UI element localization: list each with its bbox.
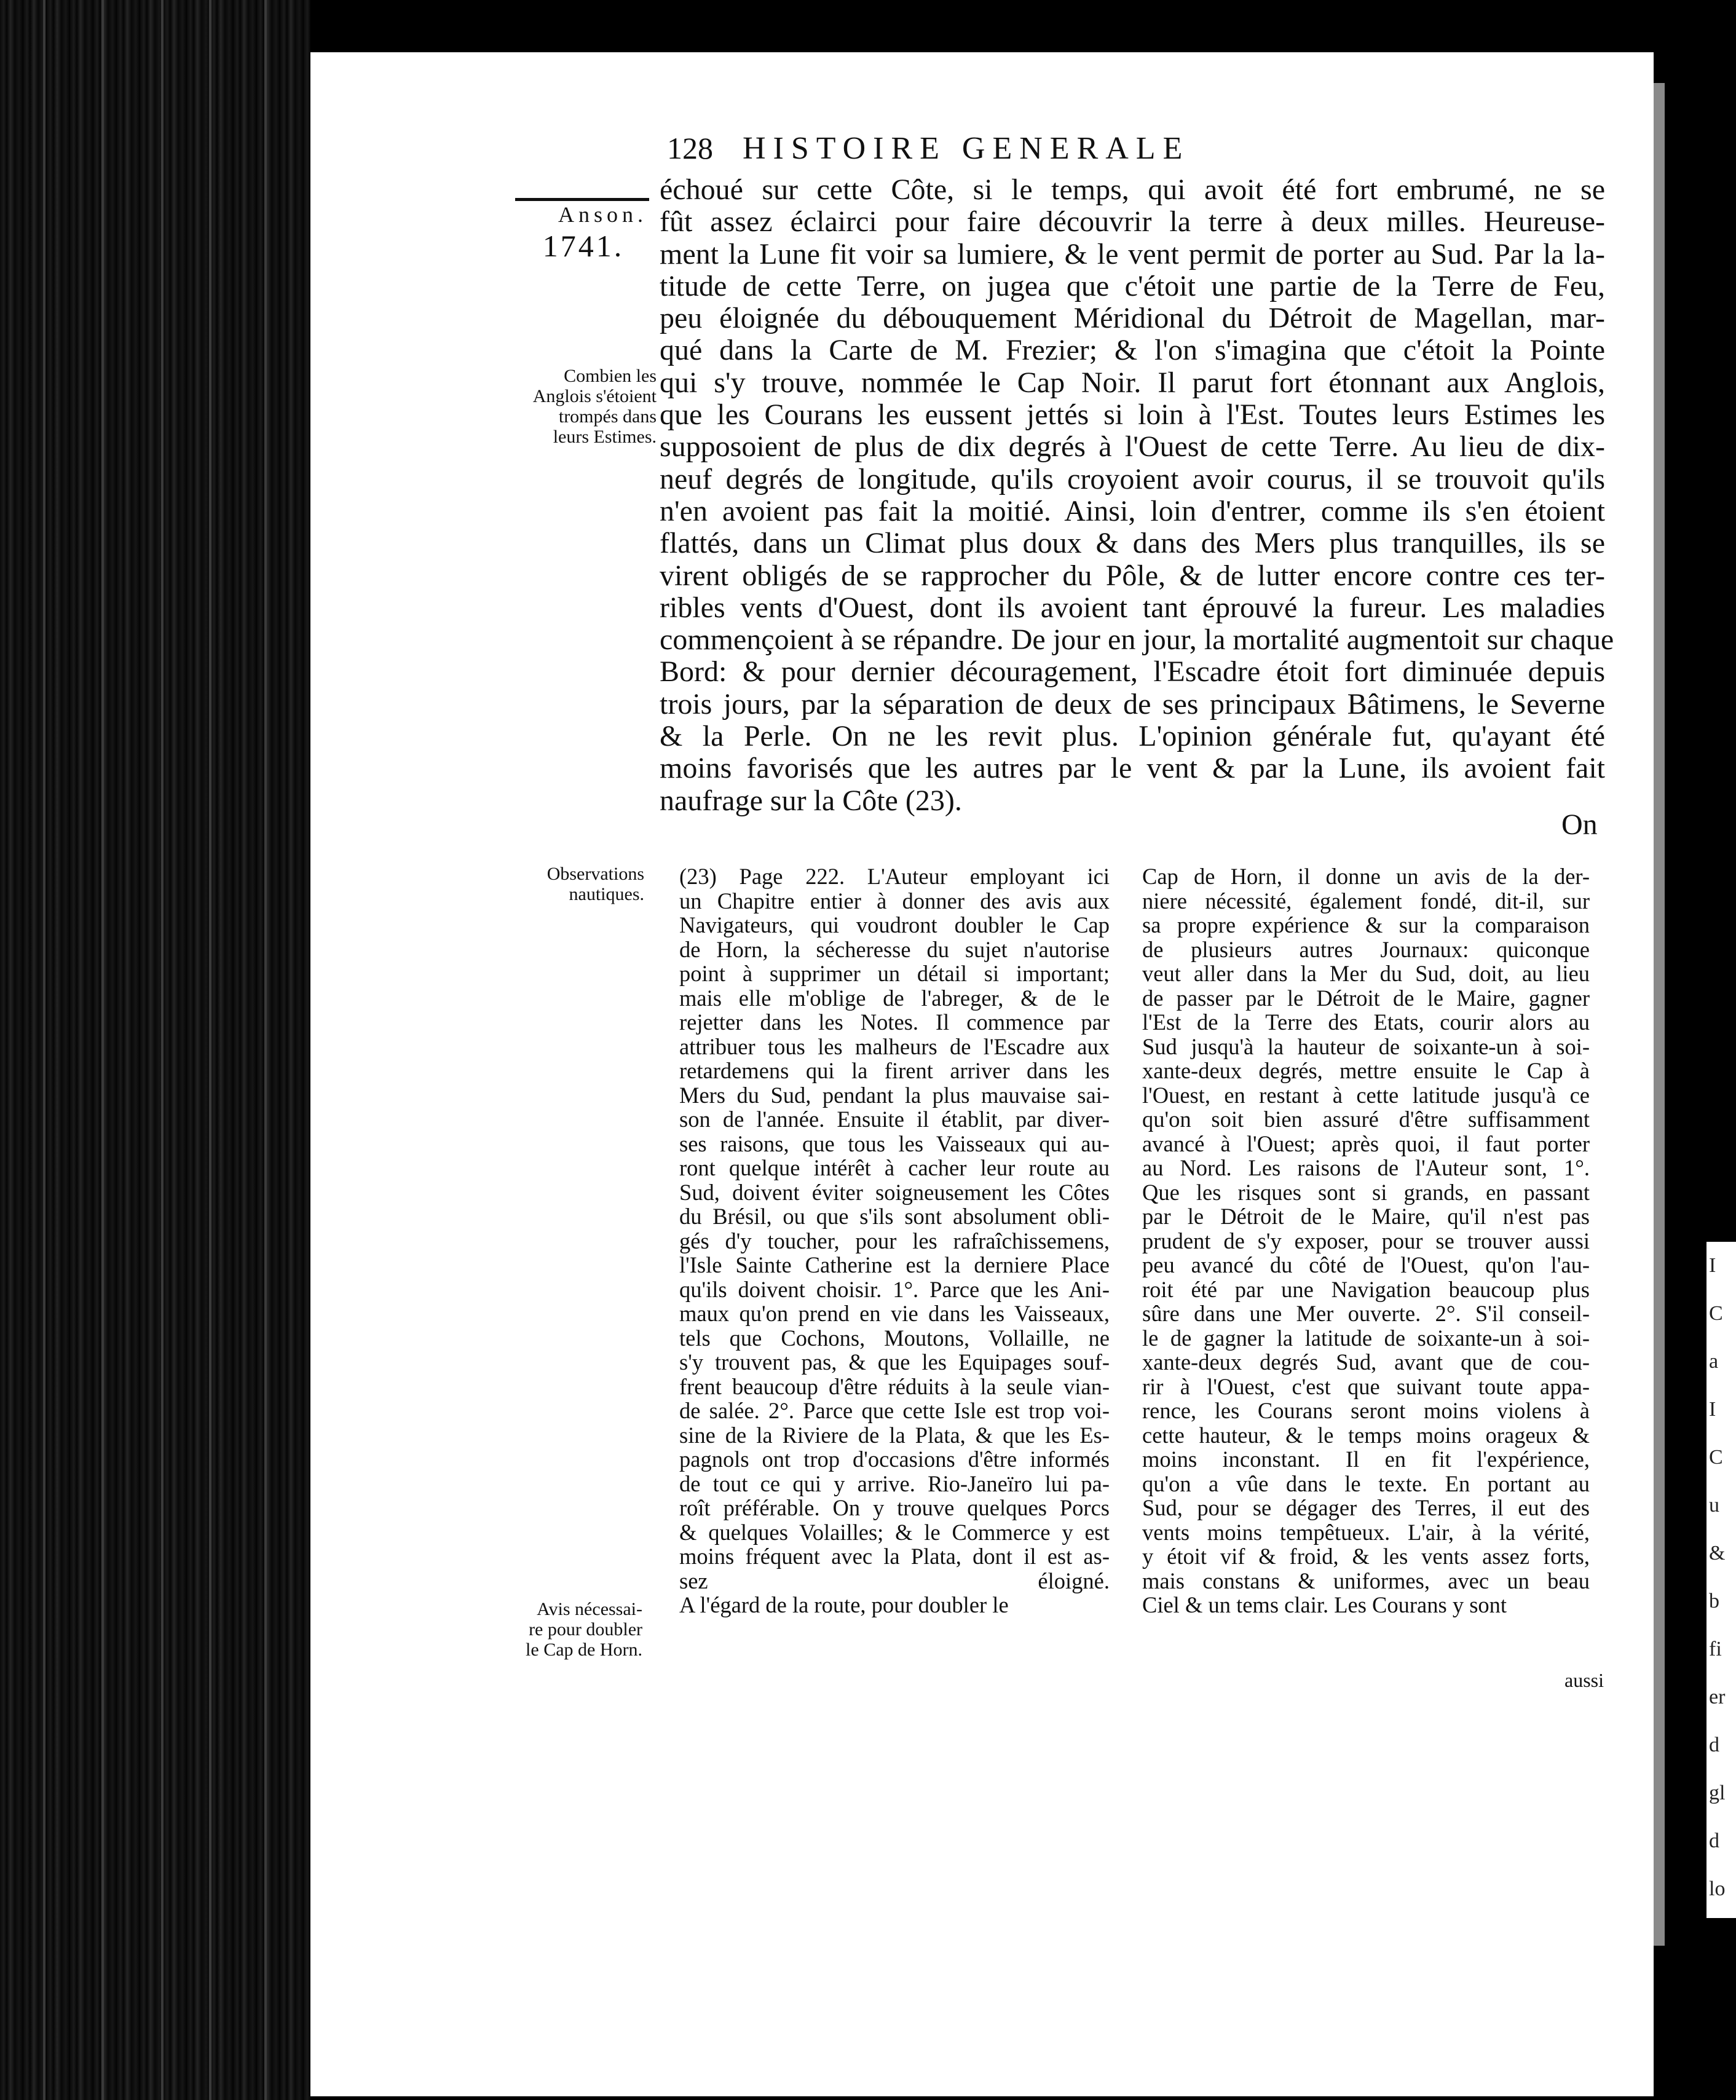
adjacent-page-letter: lo [1709, 1877, 1726, 1900]
text-line: peu avancé du côté de l'Ouest, qu'on l'au- [1142, 1252, 1590, 1277]
adjacent-page-letter: d [1709, 1830, 1719, 1852]
page-edge [1654, 83, 1665, 1946]
adjacent-page-letter: d [1709, 1734, 1719, 1756]
text-line: qui s'y trouve, nommée le Cap Noir. Il parut fort étonnant aux Anglois, [660, 366, 1605, 399]
margin-year: 1741. [542, 229, 625, 263]
text-line: ses raisons, que tous les Vaisseaux qui au- [679, 1131, 1110, 1156]
text-line: Sud, doivent éviter soigneusement les Côtes [679, 1179, 1110, 1205]
adjacent-page-letter: C [1709, 1302, 1723, 1325]
text-line: sa propre expérience & sur la comparaison [1142, 912, 1590, 938]
margin-author: Anson. [558, 202, 647, 227]
text-line: fût assez éclairci pour faire découvrir la terre à deux milles. Heureuse- [660, 205, 1605, 239]
text-line: neuf degrés de longitude, qu'ils croyoient avoir courus, il se trouvoit qu'ils [660, 462, 1605, 495]
margin-note-line: Observations [546, 864, 644, 884]
adjacent-page-letter: u [1709, 1494, 1719, 1517]
footnote-catchword: aussi [1564, 1669, 1604, 1691]
text-line: mais constans & uniformes, avec un beau [1142, 1568, 1590, 1593]
text-line: gés d'y toucher, pour les rafraîchissemens, [679, 1228, 1110, 1253]
footnote-column-right [1142, 864, 1590, 1617]
text-line: cette hauteur, & le temps moins orageux & [1142, 1422, 1590, 1448]
text-line: de salée. 2°. Parce que cette Isle est trop voi- [679, 1398, 1110, 1423]
text-line: roit été par une Navigation beaucoup plus [1142, 1276, 1590, 1302]
text-line: maux qu'on prend en vie dans les Vaisseaux, [679, 1301, 1110, 1326]
text-line: Sud jusqu'à la hauteur de soixante-un à soi- [1142, 1033, 1590, 1059]
adjacent-page-fragment [1706, 1242, 1736, 1918]
text-line: du Brésil, ou que s'ils sont absolument obli- [679, 1204, 1110, 1229]
text-line: Mers du Sud, pendant la plus mauvaise sai- [679, 1082, 1110, 1108]
text-line: de plusieurs autres Journaux: quiconque [1142, 936, 1590, 962]
margin-note-line: Combien les [564, 366, 657, 386]
text-line: qu'on a vûe dans le texte. En portant au [1142, 1470, 1590, 1496]
text-line: frent beaucoup d'être réduits à la seule vian- [679, 1373, 1110, 1399]
margin-note-line: trompés dans [558, 406, 657, 427]
text-line: moins favorisés que les autres par le vent & par la Lune, ils avoient fait [660, 752, 1605, 785]
text-line: Ciel & un tems clair. Les Courans y sont [1142, 1592, 1507, 1617]
text-line: l'Isle Sainte Catherine est la derniere Place [679, 1252, 1110, 1277]
text-line: attribuer tous les malheurs de l'Escadre aux [679, 1033, 1110, 1059]
text-line: (23) Page 222. L'Auteur employant ici [679, 864, 1110, 889]
margin-note-line: Avis nécessai- [537, 1599, 642, 1619]
text-line: roît préférable. On y trouve quelques Porcs [679, 1495, 1110, 1520]
text-line: vents moins tempêtueux. L'air, à la vérité, [1142, 1519, 1590, 1545]
adjacent-page-letter: C [1709, 1446, 1723, 1469]
adjacent-page-letter: & [1709, 1542, 1726, 1565]
text-line: retardemens qui la firent arriver dans les [679, 1058, 1110, 1083]
text-line: un Chapitre entier à donner des avis aux [679, 888, 1110, 914]
text-line: Que les risques sont si grands, en passant [1142, 1179, 1590, 1205]
margin-note-line: Anglois s'étoient [532, 386, 657, 406]
text-line: Sud, pour se dégager des Terres, il eut des [1142, 1495, 1590, 1520]
text-line: moins inconstant. Il en fit l'expérience, [1142, 1447, 1590, 1472]
text-line: niere nécessité, également fondé, dit-il, sur [1142, 888, 1590, 914]
margin-note-line: nautiques. [569, 884, 644, 904]
margin-note-cap-horn [492, 1599, 642, 1660]
running-title: HISTOIRE GENERALE [743, 131, 1190, 166]
text-line: veut aller dans la Mer du Sud, doit, au lieu [1142, 961, 1590, 986]
text-line: naufrage sur la Côte (23). [660, 784, 962, 817]
text-line: sez éloigné. [679, 1568, 1110, 1593]
text-line: de passer par le Détroit de le Maire, gagner [1142, 985, 1590, 1011]
text-line: l'Est de la Terre des Etats, courir alors au [1142, 1009, 1590, 1035]
text-line: n'en avoient pas fait la moitié. Ainsi, loin d'entrer, comme ils s'en étoient [660, 494, 1605, 527]
text-line: le de gagner la latitude de soixante-un à soi- [1142, 1325, 1590, 1351]
text-line: A l'égard de la route, pour doubler le [679, 1592, 1009, 1617]
text-line: l'Ouest, en restant à cette latitude jusqu'à ce [1142, 1082, 1590, 1108]
margin-note-observations [492, 864, 644, 904]
adjacent-page-letter: a [1709, 1350, 1719, 1373]
adjacent-page-letter: I [1709, 1398, 1716, 1421]
text-line: Navigateurs, qui voudront doubler le Cap [679, 912, 1110, 938]
text-line: virent obligés de se rapprocher du Pôle, & de lutter encore contre ces ter- [660, 559, 1605, 592]
text-line: échoué sur cette Côte, si le temps, qui avoit été fort embrumé, ne se [660, 173, 1605, 206]
text-line: son de l'année. Ensuite il établit, par diver- [679, 1107, 1110, 1132]
text-line: qu'on soit bien assuré d'être suffisamment [1142, 1107, 1590, 1132]
text-line: avancé à l'Ouest; après quoi, il faut porter [1142, 1131, 1590, 1156]
text-line: xante-deux degrés, mettre ensuite le Cap à [1142, 1058, 1590, 1083]
adjacent-page-letter: I [1709, 1254, 1716, 1277]
text-line: flattés, dans un Climat plus doux & dans des Mers plus tranquilles, ils se [660, 527, 1605, 560]
text-line: tels que Cochons, Moutons, Vollaille, ne [679, 1325, 1110, 1351]
text-line: supposoient de plus de dix degrés à l'Ouest de cette Terre. Au lieu de dix- [660, 430, 1605, 464]
text-line: trois jours, par la séparation de deux de ses principaux Bâtimens, le Severne [660, 687, 1605, 720]
adjacent-page-letter: er [1709, 1686, 1726, 1708]
text-line: pagnols ont trop d'occasions d'être informés [679, 1447, 1110, 1472]
margin-note-estimes [492, 366, 657, 447]
text-line: peu éloignée du débouquement Méridional du Détroit de Magellan, mar- [660, 302, 1605, 335]
text-line: & quelques Volailles; & le Commerce y est [679, 1519, 1110, 1545]
footnote-column-left [679, 864, 1110, 1617]
text-line: qu'ils doivent choisir. 1°. Parce que les Ani- [679, 1276, 1110, 1302]
text-line: de Horn, la sécheresse du sujet n'autorise [679, 936, 1110, 962]
text-line: de tout ce qui y arrive. Rio-Janeïro lui pa- [679, 1470, 1110, 1496]
text-line: par le Détroit de le Maire, qu'il n'est pas [1142, 1204, 1590, 1229]
text-line: commençoient à se répandre. De jour en jour, la mortalité augmentoit sur chaque [660, 623, 1614, 657]
catchword: On [1561, 808, 1598, 841]
adjacent-page-letter: b [1709, 1590, 1719, 1612]
text-line: au Nord. Les raisons de l'Auteur sont, 1°. [1142, 1155, 1590, 1180]
text-line: Cap de Horn, il donne un avis de la der- [1142, 864, 1590, 889]
running-head [667, 130, 1190, 167]
text-line: Bord: & pour dernier découragement, l'Escadre étoit fort diminuée depuis [660, 655, 1605, 689]
text-line: y étoit vif & froid, & les vents assez forts, [1142, 1544, 1590, 1569]
text-line: prudent de s'y exposer, pour se trouver aussi [1142, 1228, 1590, 1253]
margin-note-line: le Cap de Horn. [526, 1640, 642, 1660]
text-line: rejetter dans les Notes. Il commence par [679, 1009, 1110, 1035]
text-line: point à supprimer un détail si important; [679, 961, 1110, 986]
text-line: ribles vents d'Ouest, dont ils avoient tant éprouvé la fureur. Les maladies [660, 591, 1605, 624]
text-line: & la Perle. On ne les revit plus. L'opinion générale fut, qu'ayant été [660, 720, 1605, 753]
text-line: xante-deux degrés Sud, avant que de cou- [1142, 1349, 1590, 1375]
text-line: rir à l'Ouest, c'est que suivant toute appa- [1142, 1373, 1590, 1399]
text-line: que les Courans les eussent jettés si loin à l'Est. Toutes leurs Estimes les [660, 398, 1605, 432]
margin-note-line: leurs Estimes. [553, 427, 657, 447]
text-line: mais elle m'oblige de l'abreger, & de le [679, 985, 1110, 1011]
text-line: sûre dans une Mer ouverte. 2°. S'il conseil- [1142, 1301, 1590, 1326]
main-text [660, 173, 1614, 817]
text-line: sine de la Riviere de la Plata, & que les Es- [679, 1422, 1110, 1448]
text-line: qué dans la Carte de M. Frezier; & l'on s'imagina que c'étoit la Pointe [660, 334, 1605, 367]
page-number: 128 [667, 131, 713, 165]
text-line: titude de cette Terre, on jugea que c'étoit une partie de la Terre de Feu, [660, 269, 1605, 302]
text-line: moins fréquent avec la Plata, dont il est as- [679, 1544, 1110, 1569]
text-line: s'y trouvent pas, & que les Equipages souf- [679, 1349, 1110, 1375]
book-binding-gutter [0, 0, 310, 2100]
text-line: rence, les Courans seront moins violens à [1142, 1398, 1590, 1423]
text-line: ment la Lune fit voir sa lumiere, & le vent permit de porter au Sud. Par la la- [660, 237, 1605, 270]
text-line: ront quelque intérêt à cacher leur route au [679, 1155, 1110, 1180]
adjacent-page-letter: gl [1709, 1782, 1726, 1804]
adjacent-page-letter: fi [1709, 1638, 1722, 1660]
margin-note-line: re pour doubler [529, 1619, 642, 1640]
